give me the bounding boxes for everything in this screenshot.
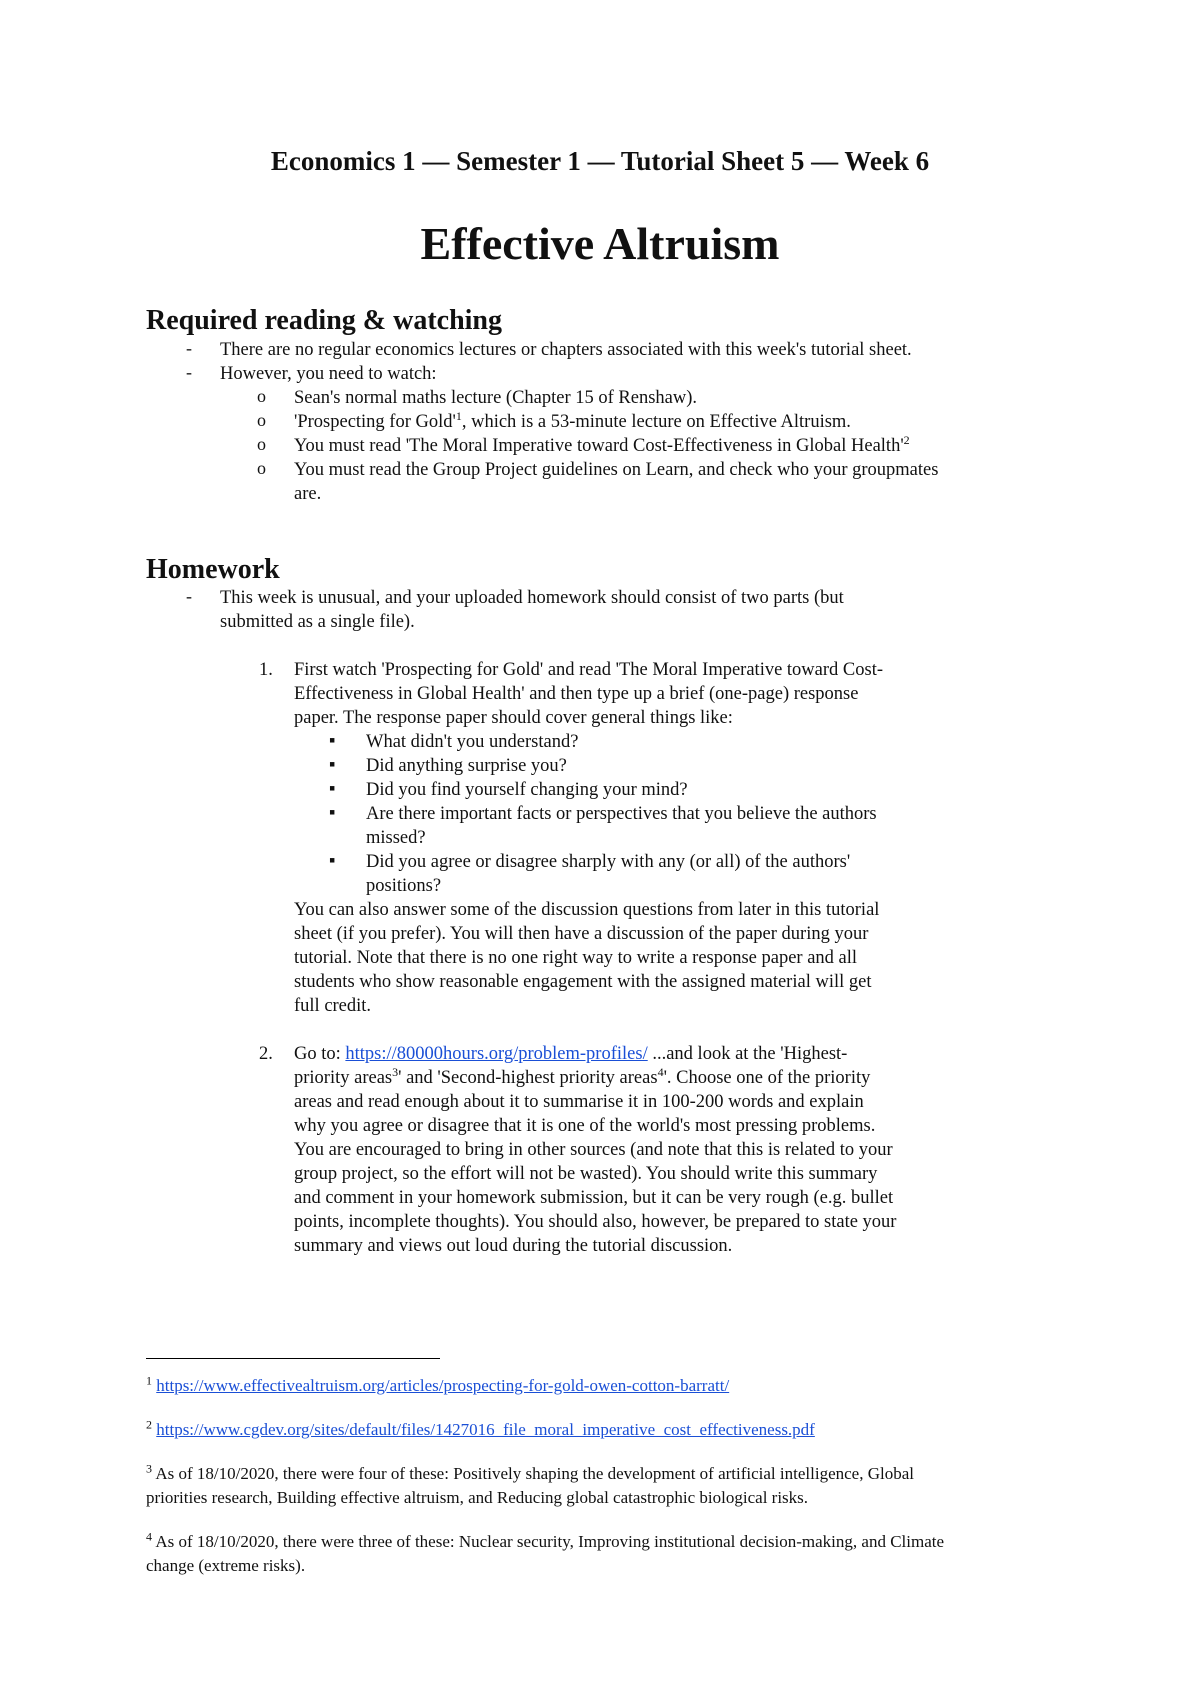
part2-text: summary and views out loud during the tutorial discussion. [294, 1236, 733, 1256]
part2-text: and comment in your homework submission, but it can be very rough (e.g. bullet [294, 1188, 894, 1208]
part2-text: group project, so the effort will not be wasted). You should write this summary [294, 1164, 878, 1184]
part1-text: paper. The response paper should cover general things like: [294, 708, 733, 728]
bullet-item: Are there important facts or perspectives that you believe the authors [366, 804, 877, 824]
circle-marker: o [257, 386, 266, 406]
course-heading: Economics 1 — Semester 1 — Tutorial Sheet 5 — Week 6 [270, 146, 930, 176]
footnote-4 [146, 1530, 944, 1554]
footnote-3-cont: priorities research, Building effective altruism, and Reducing global catastrophic biological risks. [146, 1488, 809, 1507]
square-bullet: ▪ [329, 754, 336, 774]
part1-text: tutorial. Note that there is no one right way to write a response paper and all [294, 948, 858, 968]
bullet-item-cont: positions? [366, 876, 442, 896]
homework-intro: This week is unusual, and your uploaded homework should consist of two parts (but [220, 588, 844, 608]
dash-marker: - [186, 362, 192, 382]
footnote-2-link[interactable]: https://www.cgdev.org/sites/default/files/1427016_file_moral_imperative_cost_effectiveness.pdf [156, 1420, 815, 1439]
footnote-4-cont: change (extreme risks). [146, 1556, 306, 1575]
item-text: priority areas [294, 1068, 393, 1088]
list-item: There are no regular economics lectures or chapters associated with this week's tutorial sheet. [220, 340, 912, 360]
circle-marker: o [257, 458, 266, 478]
footnote-ref[interactable]: 3 [392, 1064, 399, 1079]
bullet-item: What didn't you understand? [366, 732, 579, 752]
bullet-item: Did you agree or disagree sharply with any (or all) of the authors' [366, 852, 851, 872]
square-bullet: ▪ [329, 850, 336, 870]
part2-text [294, 1042, 847, 1066]
part1-text: You can also answer some of the discussion questions from later in this tutorial [294, 900, 880, 920]
part2-text: areas and read enough about it to summarise it in 100-200 words and explain [294, 1092, 864, 1112]
item-text: ...and look at the 'Highest- [647, 1044, 848, 1064]
item-text: , which is a 53-minute lecture on Effective Altruism. [461, 412, 851, 432]
footnote-number: 3 [146, 1461, 152, 1476]
part2-text [294, 1066, 870, 1090]
footnote-ref[interactable]: 2 [903, 432, 910, 447]
part1-text: sheet (if you prefer). You will then have a discussion of the paper during your [294, 924, 869, 944]
required-heading: Required reading & watching [146, 305, 502, 336]
footnote-2 [146, 1418, 815, 1442]
footnote-ref[interactable]: 4 [657, 1064, 664, 1079]
circle-marker: o [257, 410, 266, 430]
item-text: You must read 'The Moral Imperative toward Cost-Effectiveness in Global Health' [294, 436, 904, 456]
part2-text: points, incomplete thoughts). You should also, however, be prepared to state your [294, 1212, 897, 1232]
part1-text: students who show reasonable engagement with the assigned material will get [294, 972, 872, 992]
square-bullet: ▪ [329, 730, 336, 750]
footnote-number: 2 [146, 1417, 152, 1432]
footnote-1-link[interactable]: https://www.effectivealtruism.org/articles/prospecting-for-gold-owen-cotton-barratt/ [156, 1376, 730, 1395]
list-item: Sean's normal maths lecture (Chapter 15 of Renshaw). [294, 388, 698, 408]
part-number: 2. [259, 1044, 273, 1064]
footnote-3 [146, 1462, 914, 1486]
dash-marker: - [186, 586, 192, 606]
bullet-item: Did you find yourself changing your mind? [366, 780, 688, 800]
list-item: You must read the Group Project guidelines on Learn, and check who your groupmates [294, 460, 939, 480]
page-title: Effective Altruism [420, 218, 780, 269]
item-text: Go to: [294, 1044, 346, 1064]
footnote-number: 4 [146, 1529, 152, 1544]
item-text: ' and 'Second-highest priority areas [398, 1068, 658, 1088]
part1-text: First watch 'Prospecting for Gold' and read 'The Moral Imperative toward Cost- [294, 660, 884, 680]
footnote-divider [146, 1358, 440, 1359]
bullet-item-cont: missed? [366, 828, 426, 848]
part2-text: why you agree or disagree that it is one of the world's most pressing problems. [294, 1116, 876, 1136]
problem-profiles-link[interactable]: https://80000hours.org/problem-profiles/ [345, 1044, 648, 1064]
list-item: However, you need to watch: [220, 364, 437, 384]
footnote-ref[interactable]: 1 [455, 408, 462, 423]
part-number: 1. [259, 660, 273, 680]
list-item [294, 410, 851, 434]
item-text: '. Choose one of the priority [663, 1068, 871, 1088]
footnote-1 [146, 1374, 729, 1398]
footnote-text: As of 18/10/2020, there were four of these: Positively shaping the development of artificial intelligence, Global [155, 1464, 914, 1483]
footnote-number: 1 [146, 1373, 152, 1388]
item-text: 'Prospecting for Gold' [294, 412, 456, 432]
homework-heading: Homework [146, 554, 280, 585]
list-item [294, 434, 910, 458]
part2-text: You are encouraged to bring in other sources (and note that this is related to your [294, 1140, 893, 1160]
square-bullet: ▪ [329, 802, 336, 822]
part1-text: Effectiveness in Global Health' and then type up a brief (one-page) response [294, 684, 859, 704]
dash-marker: - [186, 338, 192, 358]
circle-marker: o [257, 434, 266, 454]
footnote-text: As of 18/10/2020, there were three of these: Nuclear security, Improving institutional decision-making, and Climate [155, 1532, 945, 1551]
homework-intro-cont: submitted as a single file). [220, 612, 415, 632]
square-bullet: ▪ [329, 778, 336, 798]
part1-text: full credit. [294, 996, 372, 1016]
bullet-item: Did anything surprise you? [366, 756, 567, 776]
list-item-cont: are. [294, 484, 322, 504]
